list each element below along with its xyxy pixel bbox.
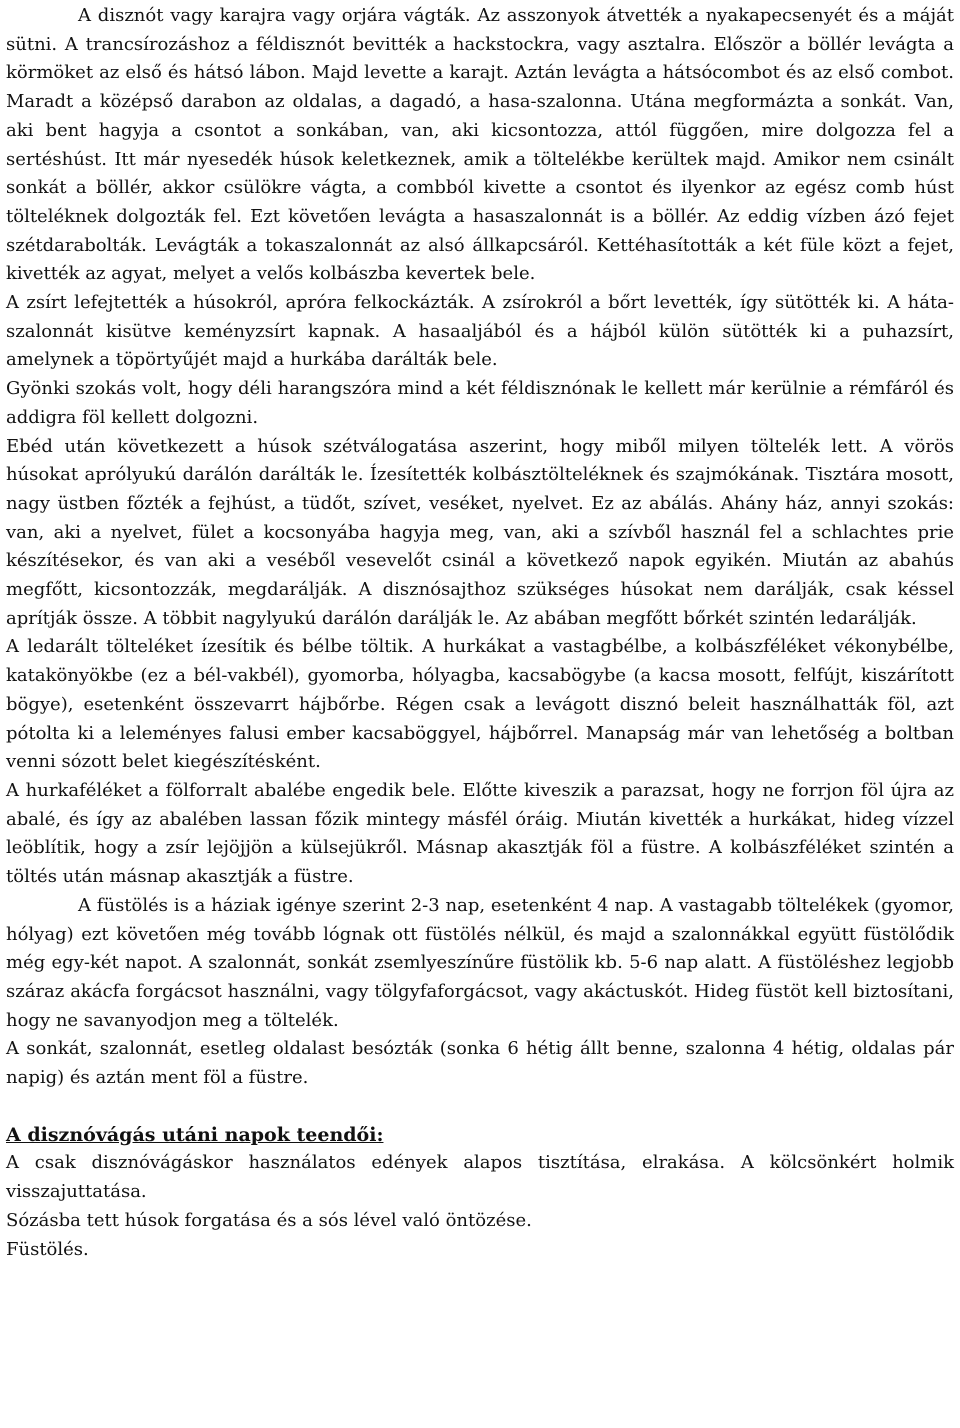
after-line-cleaning: A csak disznóvágáskor használatos edények alapos tisztítása, elrakása. A kölcsönkért holmik visszajuttatása. xyxy=(6,1152,954,1203)
paragraph-salting: A sonkát, szalonnát, esetleg oldalast besózták (sonka 6 hétig állt benne, szalonna 4 hétig, oldalas pár napig) és aztán ment föl a füstre. xyxy=(6,1038,954,1089)
paragraph-slaughter-cutting: A disznót vagy karajra vagy orjára vágták. Az asszonyok átvették a nyakapecsenyét és a máját sütni. A trancsírozáshoz a féldisznót bevitték a hackstockra, vagy asztalra. Először a böllér levágta a körmöket az első és hátsó lábon. Majd levette a karajt. Aztán levágta a hátsócombot és az első combot. Maradt a középső darabon az oldalas, a dagadó, a hasa-szalonna. Utána megformázta a sonkát. Van, aki bent hagyja a csontot a sonkában, van, aki kicsontozza, attól függően, mire dolgozza fel a sertéshúst. Itt már nyesedék húsok keletkeznek, amik a töltelékbe kerültek majd. Amikor nem csinált sonkát a böllér, akkor csülökre vágta, a combból kivette a csontot és ilyenkor az egész comb húst tölteléknek dolgozták fel. Ezt követően levágta a hasaszalonnát is a böllér. Az eddig vízben ázó fejet szétdarabolták. Levágták a tokaszalonnát az alsó állkapcsáról. Kettéhasították a két füle közt a fejet, kivették az agyat, melyet a velős kolbászba kevertek bele. xyxy=(6,5,954,285)
paragraph-lard: A zsírt lefejtették a húsokról, apróra felkockázták. A zsírokról a bőrt levették, így sütötték ki. A háta-szalonnát kisütve keményzsírt kapnak. A hasaaljából és a hájból külön sütötték ki a puhazsírt, amelynek a töpörtyűjét majd a hurkába darálták bele. xyxy=(6,292,954,371)
paragraph-smoking: A füstölés is a háziak igénye szerint 2-3 nap, esetenként 4 nap. A vastagabb töltelékek (gyomor, hólyag) ezt követően még tovább lógnak ott füstölés nélkül, és majd a szalonnákkal együtt füstölődik még egy-két napot. A szalonnát, sonkát zsemlyeszínűre füstölik kb. 5-6 nap alatt. A füstöléshez legjobb száraz akácfa forgácsot használni, vagy tölgyfaforgácsot, vagy akáctuskót. Hideg füstöt kell biztosítani, hogy ne savanyodjon meg a töltelék. xyxy=(6,894,954,1031)
section-heading: A disznóvágás utáni napok teendői: xyxy=(6,1123,384,1146)
after-line-smoking: Füstölés. xyxy=(6,1238,89,1260)
paragraph-boiling-sausages: A hurkaféléket a fölforralt abalébe engedik bele. Előtte kiveszik a parazsat, hogy ne forrjon föl újra az abalé, és így az abalében lassan főzik mintegy másfél óráig. Miután kivették a hurkákat, hideg vízzel leöblítik, hogy a zsír lejöjjön a külsejükről. Másnap akasztják föl a füstre. A kolbászféléket szintén a töltés után másnap akasztják a füstre. xyxy=(6,779,954,888)
paragraph-stuffing: A ledarált tölteléket ízesítik és bélbe töltik. A hurkákat a vastagbélbe, a kolbászféléket vékonybélbe, katakönyökbe (ez a bél-vakbél), gyomorba, hólyagba, kacsabögybe (a kacsa mosott, felfújt, kiszárított bögye), esetenként összevarrt hájbőrbe. Régen csak a levágott disznó beleit használhatták föl, azt pótolta ki a leleményes falusi ember kacsaböggyel, hájbőrrel. Manapság már van lehetőség a boltban venni sózott belet kiegészítésként. xyxy=(6,636,954,773)
after-line-brine: Sózásba tett húsok forgatása és a sós lével való öntözése. xyxy=(6,1209,532,1231)
paragraph-sorting-meat: Ebéd után következett a húsok szétválogatása aszerint, hogy miből milyen töltelék lett. A vörös húsokat aprólyukú darálón darálták le. Ízesítették kolbásztölteléknek és szajmókának. Tisztára mosott, nagy üstben főzték a fejhúst, a tüdőt, szívet, veséket, nyelvet. Ez az abálás. Ahány ház, annyi szokás: van, aki a nyelvet, fület a kocsonyába hagyja meg, van, aki a szívből használ fel a schlachtes prie készítésekor, és van aki a veséből vesevelőt csinál a következő napok egyikén. Miután az abahús megfőtt, kicsontozzák, megdarálják. A disznósajthoz szükséges húsokat nem darálják, csak késsel aprítják össze. A többit nagylyukú darálón darálják le. Az abában megfőtt bőrkét szintén ledarálják. xyxy=(6,435,954,629)
paragraph-gyonk-custom: Gyönki szokás volt, hogy déli harangszóra mind a két féldisznónak le kellett már kerülnie a rémfáról és addigra föl kellett dolgozni. xyxy=(6,378,954,428)
